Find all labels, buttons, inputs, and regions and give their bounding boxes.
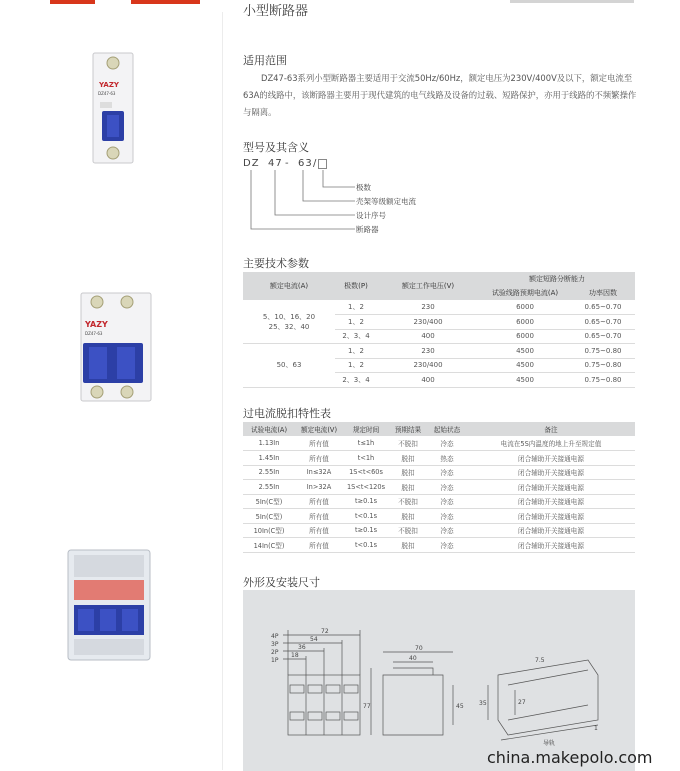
pole-label-1p: 1P xyxy=(271,657,279,664)
trip-cell-rated-current: 所有值 xyxy=(295,509,343,524)
meaning-design-number: 设计序号 xyxy=(356,211,386,220)
trip-cell-time: t≥0.1s xyxy=(343,494,389,509)
pole-label-2p: 2P xyxy=(271,649,279,656)
trip-cell-state: 热态 xyxy=(427,451,467,466)
table-row xyxy=(243,509,635,524)
specs-cell-voltage: 230/400 xyxy=(377,315,479,330)
trip-cell-rated-current: 所有值 xyxy=(295,538,343,553)
specs-header-current: 额定电流(A) xyxy=(243,272,335,300)
specs-header-voltage: 额定工作电压(V) xyxy=(377,272,479,300)
trip-cell-result: 不脱扣 xyxy=(389,523,427,538)
pole-count-box xyxy=(318,159,327,169)
code-part-rating: 63 xyxy=(298,158,313,169)
trip-cell-remark: 闭合辅助开关接通电源 xyxy=(467,494,635,509)
width-label-4p: 72 xyxy=(321,628,329,635)
trip-cell-rated-current: In>32A xyxy=(295,480,343,495)
trip-header-result: 预期结果 xyxy=(389,422,427,436)
trip-cell-result: 脱扣 xyxy=(389,451,427,466)
specs-cell-power-factor: 0.75~0.80 xyxy=(571,344,635,359)
product-photo-1p xyxy=(85,45,145,170)
trip-cell-test-current: 5In(C型) xyxy=(243,509,295,524)
trip-cell-time: 1S<t<60s xyxy=(343,465,389,480)
watermark: china.makepolo.com xyxy=(487,748,653,767)
trip-cell-remark: 闭合辅助开关接通电源 xyxy=(467,509,635,524)
specs-cell-test-current: 6000 xyxy=(479,315,571,330)
width-label-3p: 54 xyxy=(310,636,318,643)
trip-cell-time: t≥0.1s xyxy=(343,523,389,538)
width-label-2p: 36 xyxy=(298,644,306,651)
specs-table xyxy=(243,272,635,388)
brand-label-1p: YAZY xyxy=(99,81,119,89)
specs-cell-test-current: 4500 xyxy=(479,344,571,359)
specs-header-power-factor: 功率因数 xyxy=(571,286,635,300)
table-row xyxy=(243,451,635,466)
trip-header-time: 规定时间 xyxy=(343,422,389,436)
product-photo-3p xyxy=(60,545,160,665)
trip-cell-state: 冷态 xyxy=(427,436,467,451)
table-row xyxy=(243,480,635,495)
side-label-height: 77 xyxy=(363,703,371,710)
side-label-45: 45 xyxy=(456,703,464,710)
trip-cell-result: 脱扣 xyxy=(389,538,427,553)
trip-cell-state: 冷态 xyxy=(427,465,467,480)
meaning-poles: 极数 xyxy=(356,183,371,192)
header-right-bar xyxy=(510,0,634,3)
table-row xyxy=(243,344,635,359)
trip-cell-rated-current: 所有值 xyxy=(295,523,343,538)
trip-cell-result: 不脱扣 xyxy=(389,494,427,509)
table-row xyxy=(243,523,635,538)
specs-cell-poles: 2、3、4 xyxy=(335,329,377,344)
dimension-drawing xyxy=(243,590,635,771)
rail-label-inner: 27 xyxy=(518,699,526,706)
trip-cell-result: 脱扣 xyxy=(389,465,427,480)
trip-header-test-current: 试验电流(A) xyxy=(243,422,295,436)
trip-cell-state: 冷态 xyxy=(427,480,467,495)
specs-cell-poles: 1、2 xyxy=(335,344,377,359)
model-label-2p: DZ47-63 xyxy=(85,331,103,336)
specs-cell-power-factor: 0.75~0.80 xyxy=(571,373,635,388)
trip-header-rated-current: 额定电流(V) xyxy=(295,422,343,436)
meaning-breaker: 断路器 xyxy=(356,225,379,234)
trip-cell-state: 冷态 xyxy=(427,523,467,538)
pole-label-3p: 3P xyxy=(271,641,279,648)
trip-cell-remark: 闭合辅助开关接通电源 xyxy=(467,523,635,538)
trip-header-remark: 备注 xyxy=(467,422,635,436)
header-accent-gap xyxy=(95,0,131,4)
trip-cell-rated-current: In≤32A xyxy=(295,465,343,480)
trip-cell-rated-current: 所有值 xyxy=(295,451,343,466)
trip-cell-test-current: 1.13In xyxy=(243,436,295,451)
specs-cell-voltage: 400 xyxy=(377,373,479,388)
specs-cell-poles: 1、2 xyxy=(335,358,377,373)
specs-cell-power-factor: 0.65~0.70 xyxy=(571,329,635,344)
trip-cell-test-current: 10In(C型) xyxy=(243,523,295,538)
specs-group-current xyxy=(243,300,335,344)
model-label-1p: DZ47-63 xyxy=(98,91,116,96)
scope-text: DZ47-63系列小型断路器主要适用于交流50Hz/60Hz，额定电压为230V/400V及以下，额定电流至63A的线路中，该断路器主要用于现代建筑的电气线路及设备的过载、短路保护，亦用于线路的不频繁操作与隔离。 xyxy=(243,73,637,117)
trip-cell-test-current: 5In(C型) xyxy=(243,494,295,509)
meaning-frame-current: 壳架等级额定电流 xyxy=(356,197,416,206)
trip-cell-remark: 闭合辅助开关接通电源 xyxy=(467,465,635,480)
specs-cell-power-factor: 0.65~0.70 xyxy=(571,315,635,330)
code-part-slash: / xyxy=(313,158,318,169)
trip-cell-state: 冷态 xyxy=(427,509,467,524)
table-row xyxy=(243,538,635,553)
trip-cell-remark: 闭合辅助开关接通电源 xyxy=(467,451,635,466)
trip-cell-time: t<1h xyxy=(343,451,389,466)
model-meaning-lines xyxy=(243,170,358,235)
table-row xyxy=(243,436,635,451)
trip-table xyxy=(243,422,635,553)
dimensions-heading: 外形及安装尺寸 xyxy=(243,576,320,589)
scope-heading: 适用范围 xyxy=(243,54,287,67)
trip-cell-result: 不脱扣 xyxy=(389,436,427,451)
specs-cell-poles: 1、2 xyxy=(335,315,377,330)
specs-cell-poles: 1、2 xyxy=(335,300,377,315)
specs-cell-poles: 2、3、4 xyxy=(335,373,377,388)
specs-cell-voltage: 230 xyxy=(377,344,479,359)
trip-cell-state: 冷态 xyxy=(427,538,467,553)
trip-header-state: 起始状态 xyxy=(427,422,467,436)
trip-cell-test-current: 2.55In xyxy=(243,465,295,480)
trip-cell-test-current: 2.55In xyxy=(243,480,295,495)
specs-header-breaking: 额定短路分断能力 xyxy=(479,272,635,286)
side-label-front: 40 xyxy=(409,655,417,662)
pole-label-4p: 4P xyxy=(271,633,279,640)
page-title: 小型断路器 xyxy=(243,4,309,19)
rail-label-thickness: 1 xyxy=(594,725,598,732)
specs-cell-test-current: 6000 xyxy=(479,329,571,344)
trip-heading: 过电流脱扣特性表 xyxy=(243,407,331,420)
trip-cell-test-current: 1.45In xyxy=(243,451,295,466)
trip-cell-result: 脱扣 xyxy=(389,509,427,524)
trip-cell-state: 冷态 xyxy=(427,494,467,509)
specs-cell-voltage: 230 xyxy=(377,300,479,315)
model-heading: 型号及其含义 xyxy=(243,141,309,154)
product-photo-2p xyxy=(75,285,160,410)
specs-group-current-line1: 5、10、16、20 xyxy=(262,312,316,321)
brand-label-2p: YAZY xyxy=(85,320,108,329)
rail-label-name: 导轨 xyxy=(543,740,556,747)
trip-cell-result: 脱扣 xyxy=(389,480,427,495)
trip-cell-remark: 闭合辅助开关接通电源 xyxy=(467,538,635,553)
trip-cell-test-current: 14In(C型) xyxy=(243,538,295,553)
side-label-depth: 70 xyxy=(415,645,423,652)
specs-group-current-line2: 25、32、40 xyxy=(268,322,310,331)
specs-cell-voltage: 230/400 xyxy=(377,358,479,373)
specs-cell-power-factor: 0.65~0.70 xyxy=(571,300,635,315)
specs-group-current: 50、63 xyxy=(243,344,335,388)
code-part-dash: - xyxy=(285,158,290,169)
specs-header-test-current: 试验线路预期电流(A) xyxy=(479,286,571,300)
column-divider xyxy=(222,12,223,770)
trip-cell-time: t<0.1s xyxy=(343,538,389,553)
specs-heading: 主要技术参数 xyxy=(243,257,309,270)
specs-cell-voltage: 400 xyxy=(377,329,479,344)
trip-cell-rated-current: 所有值 xyxy=(295,436,343,451)
trip-cell-time: 1S<t<120s xyxy=(343,480,389,495)
specs-cell-test-current: 4500 xyxy=(479,358,571,373)
code-part-series: 47 xyxy=(268,158,283,169)
table-row xyxy=(243,465,635,480)
width-label-1p: 18 xyxy=(291,652,299,659)
specs-cell-power-factor: 0.75~0.80 xyxy=(571,358,635,373)
table-row xyxy=(243,494,635,509)
trip-cell-remark: 电流在5S内温度的地上升至规定值 xyxy=(467,436,635,451)
table-row xyxy=(243,300,635,315)
specs-cell-test-current: 4500 xyxy=(479,373,571,388)
trip-cell-time: t<0.1s xyxy=(343,509,389,524)
specs-cell-test-current: 6000 xyxy=(479,300,571,315)
rail-label-height: 35 xyxy=(479,700,487,707)
rail-label-lip: 7.5 xyxy=(535,657,545,664)
code-part-dz: DZ xyxy=(243,158,260,169)
trip-cell-remark: 闭合辅助开关接通电源 xyxy=(467,480,635,495)
specs-header-poles: 极数(P) xyxy=(335,272,377,300)
trip-cell-time: t≤1h xyxy=(343,436,389,451)
trip-cell-rated-current: 所有值 xyxy=(295,494,343,509)
